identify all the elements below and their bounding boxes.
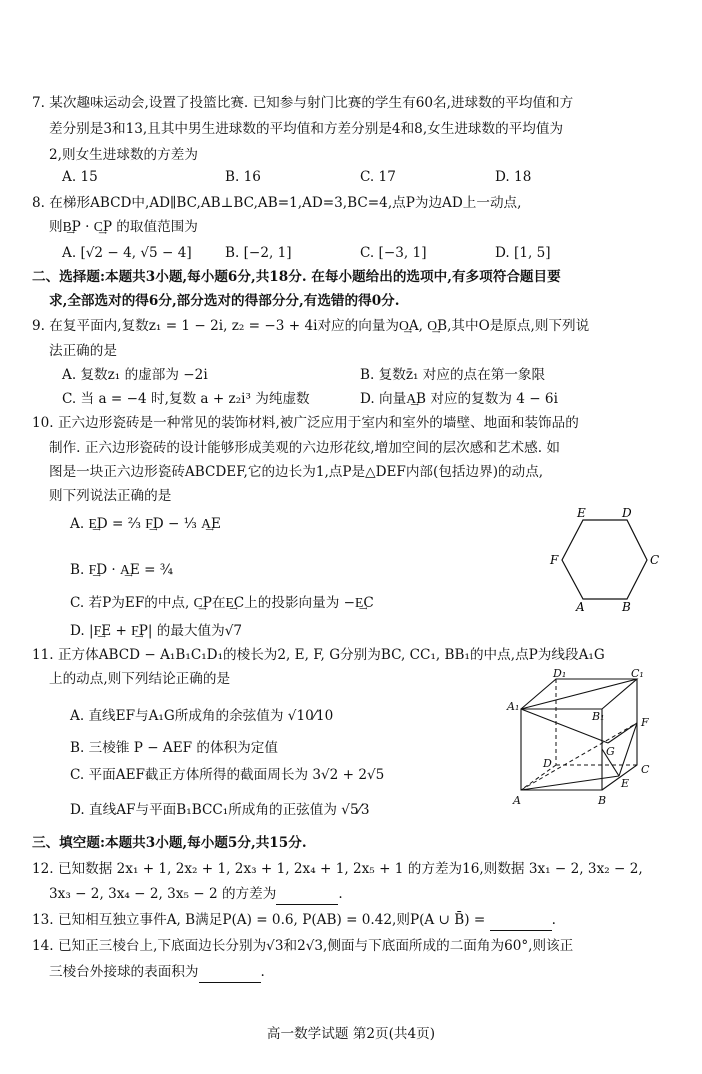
q10-line-1: 10. 正六边形瓷砖是一种常见的装饰材料,被广泛应用于室内和室外的墙壁、地面和装饰品的 [32, 415, 579, 431]
cube-label-b: B [598, 794, 607, 807]
q8-option-d: D. [1, 5] [495, 245, 551, 261]
q13-tail: . [551, 912, 556, 928]
q7-option-a: A. 15 [62, 169, 98, 185]
q10-option-b: B. F͢D · A͢E = ¾ [70, 562, 174, 578]
cube-label-c: C [641, 763, 650, 776]
q12-answer-blank[interactable] [276, 884, 338, 905]
hex-label-d: D [622, 506, 632, 520]
hex-label-b: B [622, 600, 631, 614]
cube-label-a: A [513, 794, 521, 807]
hexagon-figure [540, 505, 670, 617]
q14-line-2-text: 三棱台外接球的表面积为 [49, 964, 199, 980]
q8-option-b: B. [−2, 1] [225, 245, 292, 261]
q11-option-b: B. 三棱锥 P − AEF 的体积为定值 [70, 740, 278, 756]
cube-label-d: D [543, 757, 552, 770]
q13-text: 13. 已知相互独立事件A, B满足P(A) = 0.6, P(AB) = 0.42,则P(A ∪ B̄) = [32, 912, 486, 928]
q7-option-b: B. 16 [225, 169, 261, 185]
q12-line-1: 12. 已知数据 2x₁ + 1, 2x₂ + 1, 2x₃ + 1, 2x₄ + 1, 2x₅ + 1 的方差为16,则数据 3x₁ − 2, 3x₂ − 2, [32, 861, 643, 877]
q13-answer-blank[interactable] [490, 910, 552, 931]
q12-line-2-text: 3x₃ − 2, 3x₄ − 2, 3x₅ − 2 的方差为 [49, 886, 277, 902]
q10-line-4: 则下列说法正确的是 [49, 488, 172, 504]
q10-option-d: D. |F͢E + F͢P| 的最大值为√7 [70, 623, 243, 639]
q11-option-c: C. 平面AEF截正方体所得的截面周长为 3√2 + 2√5 [70, 767, 385, 783]
q14-line-2 [49, 962, 265, 983]
hex-label-a: A [576, 600, 585, 614]
q8-line-1: 8. 在梯形ABCD中,AD∥BC,AB⊥BC,AB=1,AD=3,BC=4,点P为边AD上一动点, [32, 195, 522, 211]
q7-line-2: 差分别是3和13,且其中男生进球数的平均值和方差分别是4和8,女生进球数的平均值为 [49, 121, 564, 137]
q12-line-2 [49, 884, 343, 905]
q10-line-2: 制作. 正六边形瓷砖的设计能够形成美观的六边形花纹,增加空间的层次感和艺术感. 如 [49, 440, 560, 456]
section2-heading-2: 求,全部选对的得6分,部分选对的得部分分,有选错的得0分. [49, 293, 400, 309]
cube-label-e: E [621, 777, 630, 790]
q13-line [32, 910, 556, 931]
q9-option-d: D. 向量A͢B 对应的复数为 4 − 6i [360, 391, 558, 407]
q9-option-a: A. 复数z₁ 的虚部为 −2i [62, 367, 208, 383]
q10-option-a: A. E͢D = ⅔ F͢D − ⅓ A͢E [70, 516, 221, 532]
q9-line-1: 9. 在复平面内,复数z₁ = 1 − 2i, z₂ = −3 + 4i对应的向量为O͢A, O͢B,其中O是原点,则下列说 [32, 318, 590, 334]
cube-figure [505, 668, 665, 813]
q14-tail: . [260, 964, 265, 980]
q8-line-2: 则B͢P · C͢P 的取值范围为 [49, 219, 198, 235]
q7-option-c: C. 17 [360, 169, 396, 185]
cube-label-a1: A₁ [507, 700, 520, 713]
cube-label-c1: C₁ [631, 668, 644, 680]
section2-heading-1: 二、选择题:本题共3小题,每小题6分,共18分. 在每小题给出的选项中,有多项符合题目要 [32, 269, 561, 285]
cube-label-b1: B₁ [592, 710, 605, 723]
q11-option-a: A. 直线EF与A₁G所成角的余弦值为 √10⁄10 [70, 708, 334, 724]
hex-label-c: C [650, 553, 660, 567]
page-footer: 高一数学试题 第2页(共4页) [266, 1026, 436, 1042]
cube-label-g: G [606, 745, 615, 758]
q11-line-2: 上的动点,则下列结论正确的是 [49, 671, 231, 687]
q7-option-d: D. 18 [495, 169, 532, 185]
q9-option-b: B. 复数z̄₁ 对应的点在第一象限 [360, 367, 546, 383]
q14-line-1: 14. 已知正三棱台上,下底面边长分别为√3和2√3,侧面与下底面所成的二面角为60°,则该正 [32, 938, 574, 954]
cube-label-d1: D₁ [553, 668, 567, 680]
q10-option-c: C. 若P为EF的中点, C͢P在E͢C上的投影向量为 −E͢C [70, 595, 374, 611]
q8-option-c: C. [−3, 1] [360, 245, 427, 261]
q12-tail: . [338, 886, 343, 902]
q14-answer-blank[interactable] [199, 962, 261, 983]
section3-heading: 三、填空题:本题共3小题,每小题5分,共15分. [32, 835, 307, 851]
hex-label-e: E [577, 506, 586, 520]
q7-line-1: 7. 某次趣味运动会,设置了投篮比赛. 已知参与射门比赛的学生有60名,进球数的平均值和方 [32, 95, 574, 111]
cube-label-f: F [641, 716, 649, 729]
hex-label-f: F [550, 553, 559, 567]
q9-line-2: 法正确的是 [49, 343, 117, 359]
q8-option-a: A. [√2 − 4, √5 − 4] [62, 245, 192, 261]
q9-option-c: C. 当 a = −4 时,复数 a + z₂i³ 为纯虚数 [62, 391, 310, 407]
q11-line-1: 11. 正方体ABCD − A₁B₁C₁D₁的棱长为2, E, F, G分别为BC, CC₁, BB₁的中点,点P为线段A₁G [32, 647, 605, 663]
q11-option-d: D. 直线AF与平面B₁BCC₁所成角的正弦值为 √5⁄3 [70, 802, 370, 818]
q7-line-3: 2,则女生进球数的方差为 [49, 147, 198, 163]
q10-line-3: 图是一块正六边形瓷砖ABCDEF,它的边长为1,点P是△DEF内部(包括边界)的动点, [49, 464, 544, 480]
